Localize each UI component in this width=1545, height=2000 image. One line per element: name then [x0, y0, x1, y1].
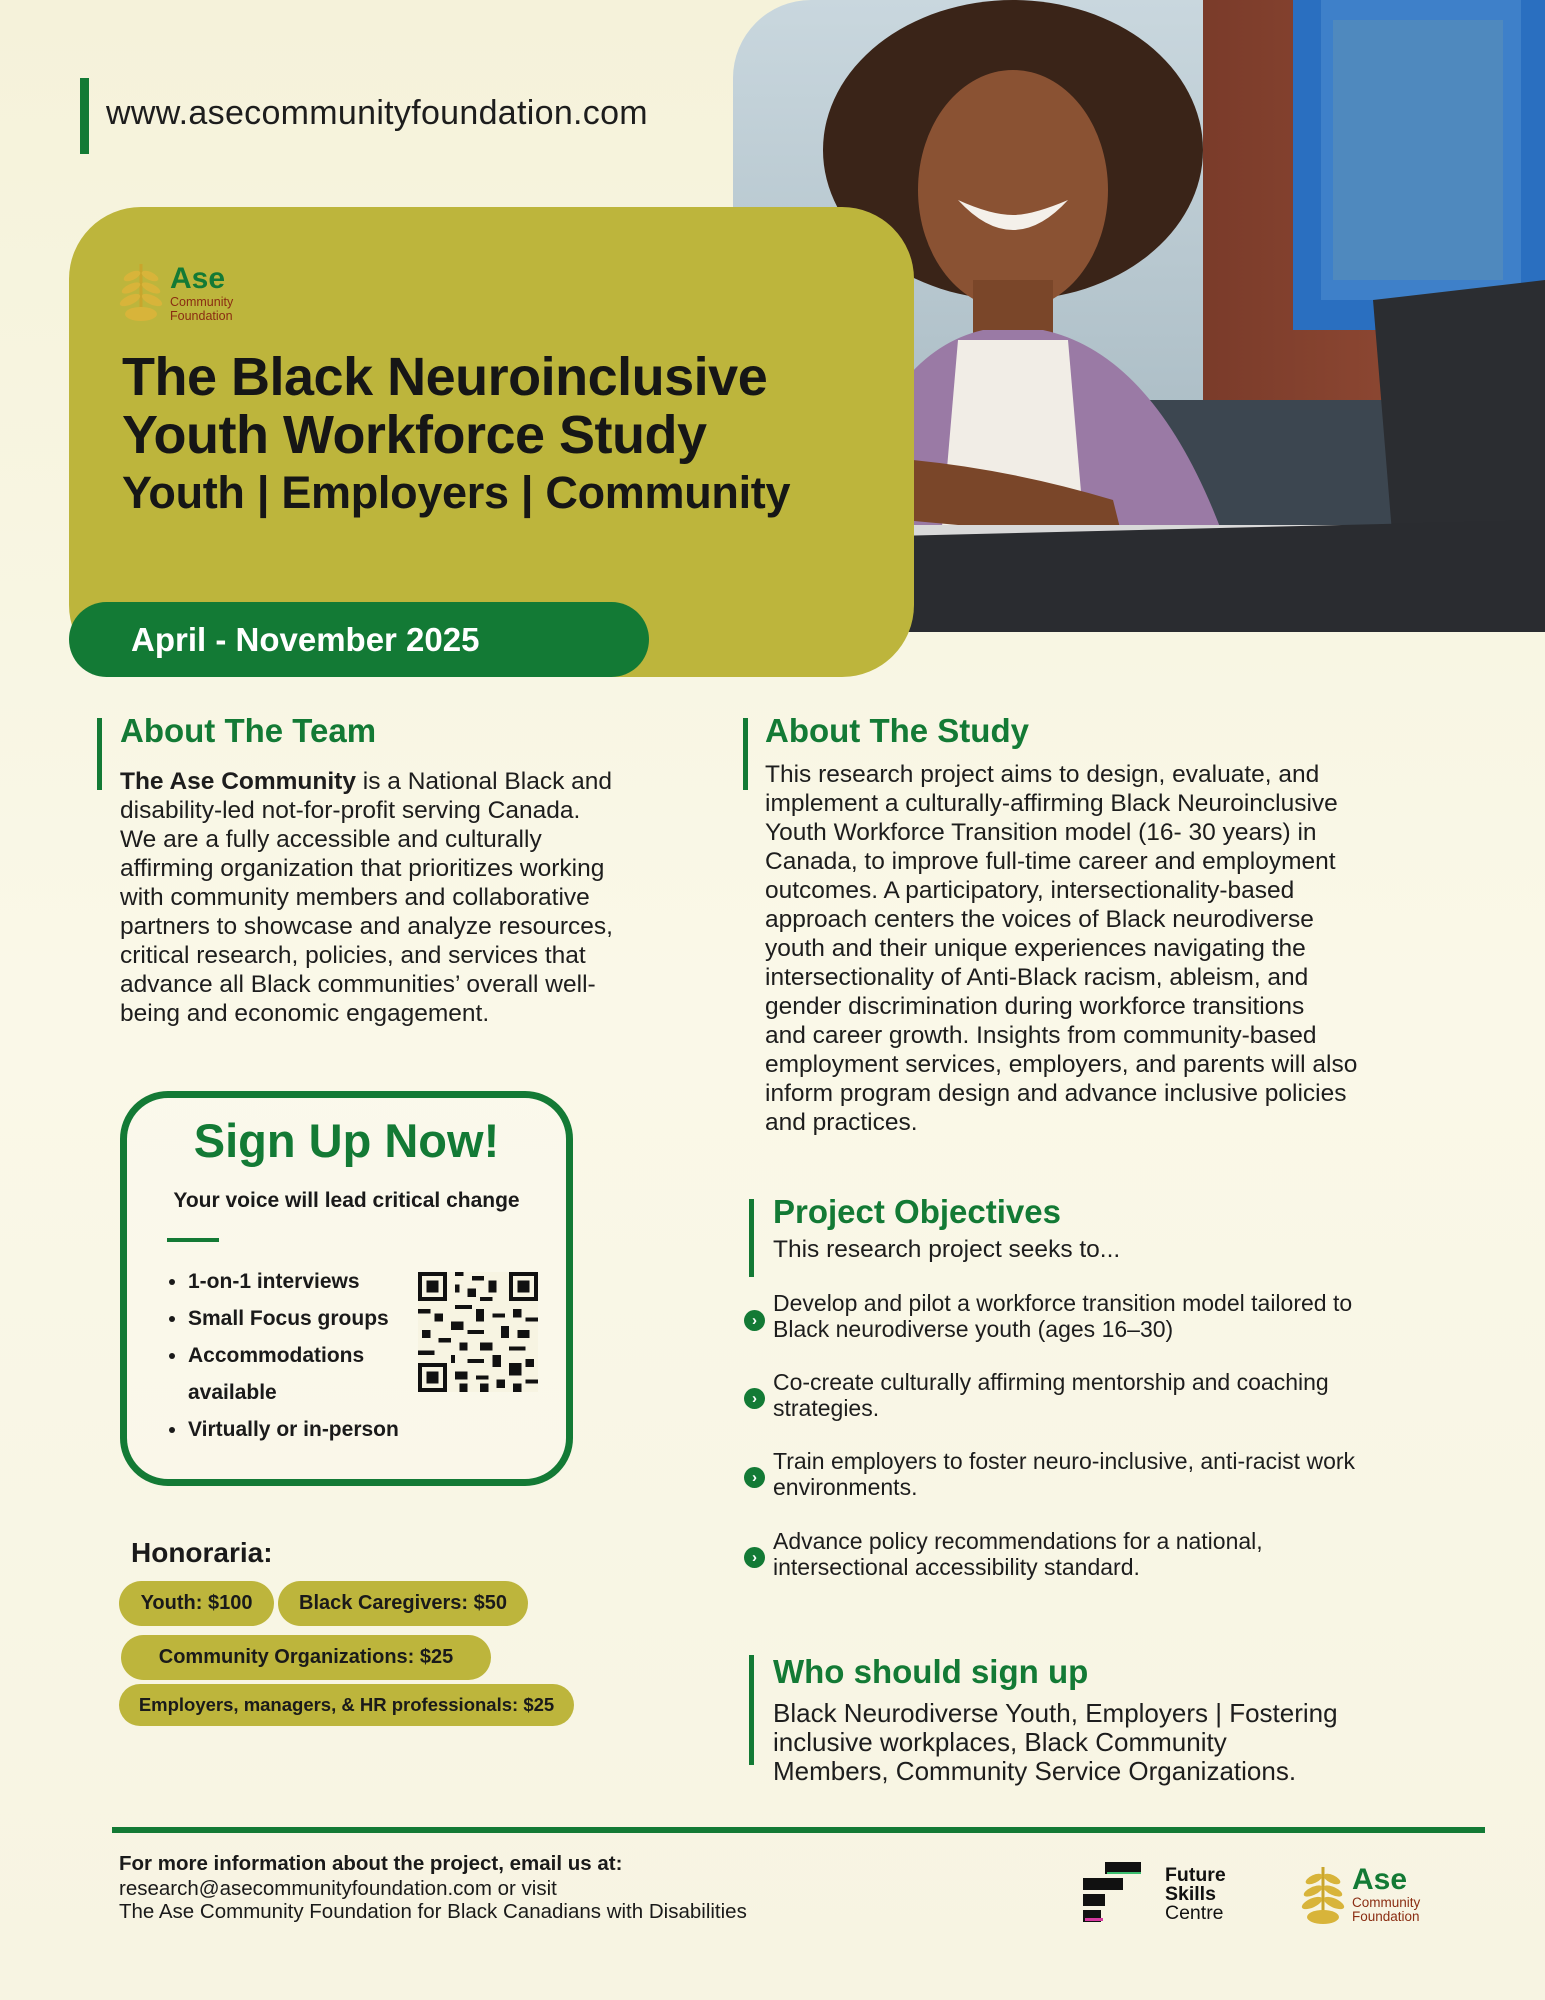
accent-bar: [80, 78, 89, 154]
objective-item: Co-create culturally affirming mentorship and coaching strategies.: [773, 1369, 1329, 1421]
future-skills-text: Future Skills Centre: [1165, 1864, 1226, 1924]
who-heading: Who should sign up: [773, 1653, 1089, 1690]
footer-org: The Ase Community Foundation for Black Canadians with Disabilities: [119, 1900, 747, 1923]
list-item: • Small Focus groups: [188, 1300, 458, 1337]
logo-name: Ase: [1352, 1863, 1408, 1896]
objectives-heading: Project Objectives: [773, 1193, 1061, 1230]
page-title: The Black Neuroinclusive Youth Workforce Study: [122, 347, 768, 465]
honoraria-employers: Employers, managers, & HR professionals: $25: [119, 1684, 574, 1726]
footer-heading: For more information about the project, email us at:: [119, 1852, 623, 1875]
about-team-heading: About The Team: [120, 712, 377, 749]
who-body: Black Neurodiverse Youth, Employers | Fostering inclusive workplaces, Black Community Members, Community Service Organizations.: [773, 1698, 1338, 1786]
honoraria-label: Honoraria:: [131, 1537, 273, 1568]
signup-title: Sign Up Now!: [193, 1114, 500, 1167]
section-bar: [743, 718, 748, 790]
objectives-intro: This research project seeks to...: [773, 1236, 1121, 1263]
arrow-right-icon: ›: [744, 1388, 765, 1409]
arrow-right-icon: ›: [744, 1547, 765, 1568]
objective-item: Advance policy recommendations for a national, intersectional accessibility standard.: [773, 1528, 1263, 1580]
date-badge: April - November 2025: [69, 602, 649, 677]
list-item: • 1-on-1 interviews: [188, 1263, 458, 1300]
about-team-body: The Ase Community is a National Black and disability-led not-for-profit serving Canada. We are a fully accessible and culturally affirming organization that prioritizes working with community members and collaborative partners to showcase and analyze resources, critical research, policies, and services that advance all Black communities’ overall well- being and economic engagement.: [120, 768, 613, 1027]
ase-logo: [118, 262, 258, 324]
about-study-heading: About The Study: [765, 712, 1029, 749]
divider: [167, 1238, 219, 1242]
future-skills-logo-icon: [1083, 1862, 1141, 1922]
about-study-body: This research project aims to design, evaluate, and implement a culturally-affirming Black Neuroinclusive Youth Workforce Transition model (16- 30 years) in Canada, to improve full-time career and employment outcomes. A participatory, intersectionality-based approach centers the voices of Black neurodiverse youth and their unique experiences navigating the intersectionality of Anti-Black racism, ableism, and gender discrimination during workforce transitions and career growth. Insights from community-based employment services, employers, and parents will also inform program design and advance inclusive policies and practices.: [765, 761, 1358, 1136]
section-bar: [97, 718, 102, 790]
honoraria-youth: Youth: $100: [119, 1581, 274, 1626]
page-subtitle: Youth | Employers | Community: [122, 467, 791, 518]
arrow-right-icon: ›: [744, 1310, 765, 1331]
qr-code-icon[interactable]: [418, 1272, 538, 1392]
footer-email[interactable]: research@asecommunityfoundation.com or visit: [119, 1877, 557, 1900]
logo-subtitle: Community Foundation: [170, 295, 234, 323]
arrow-right-icon: ›: [744, 1467, 765, 1488]
list-item: • Virtually or in-person: [188, 1411, 458, 1448]
wheat-logo-icon: [118, 262, 164, 324]
signup-subtitle: Your voice will lead critical change: [173, 1189, 520, 1212]
honoraria-orgs: Community Organizations: $25: [121, 1635, 491, 1680]
section-bar: [749, 1655, 754, 1765]
list-item: • Accommodations available: [188, 1337, 458, 1411]
objective-item: Develop and pilot a workforce transition model tailored to Black neurodiverse youth (ages 16–30): [773, 1290, 1353, 1342]
footer-divider: [112, 1827, 1485, 1833]
ase-logo-footer: [1300, 1865, 1450, 1929]
logo-name: Ase: [170, 262, 226, 295]
wheat-logo-icon: [1300, 1865, 1346, 1927]
signup-list: [160, 1263, 458, 1448]
website-link[interactable]: www.asecommunityfoundation.com: [106, 94, 648, 132]
section-bar: [749, 1199, 754, 1277]
objective-item: Train employers to foster neuro-inclusive, anti-racist work environments.: [773, 1448, 1356, 1500]
logo-subtitle: Community Foundation: [1352, 1895, 1421, 1924]
honoraria-caregivers: Black Caregivers: $50: [278, 1581, 528, 1626]
